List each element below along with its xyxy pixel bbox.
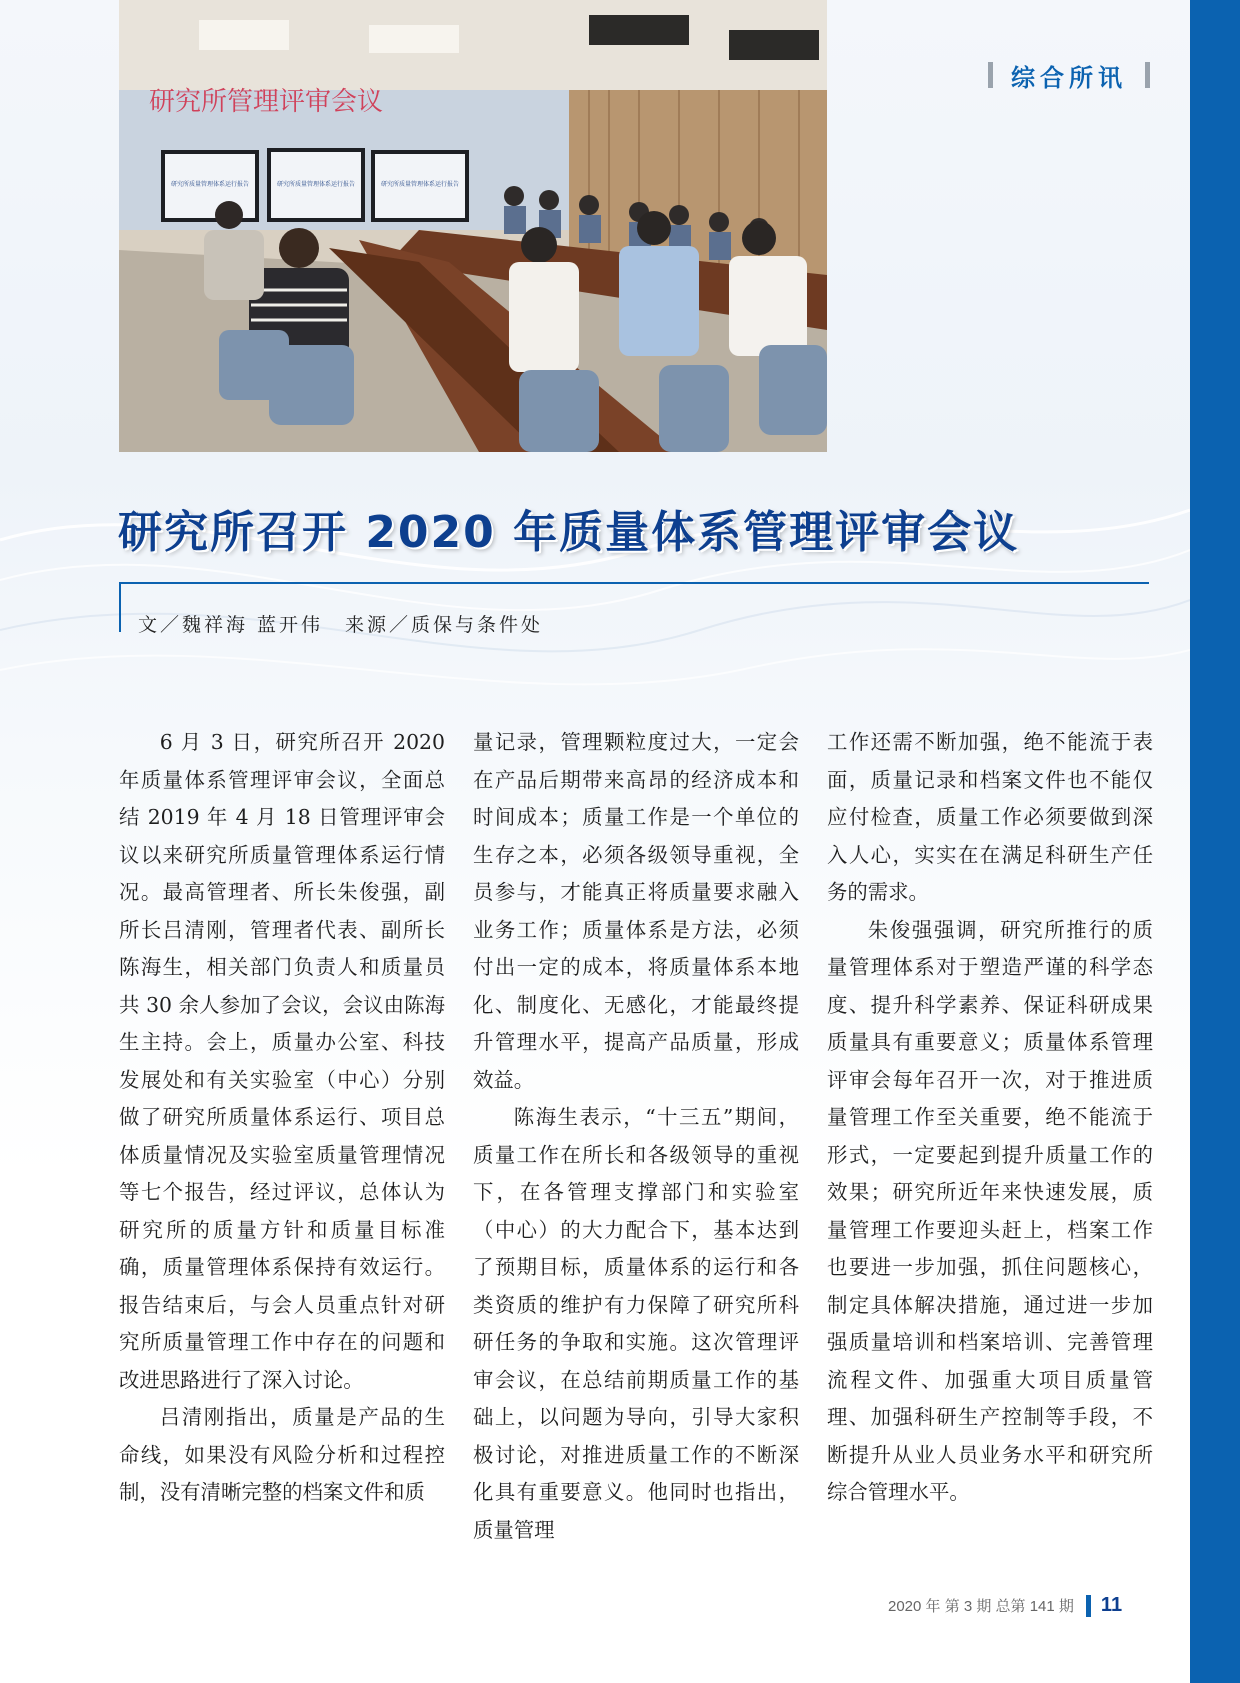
paragraph: 陈海生表示，“十三五”期间，质量工作在所长和各级领导的重视下，在各管理支撑部门和实验室（中心）的大力配合下，基本达到了预期目标，质量体系的运行和各类资质的维护有力保障了研究所科研任务的争取和实施。这次管理评审会议，在总结前期质量工作的基础上，以问题为导向，引导大家积极讨论，对推进质量工作的不断深化具有重要意义。他同时也指出，质量管理	[473, 1105, 799, 1542]
meeting-photo	[119, 0, 827, 452]
photo-banner-text: 研究所管理评审会议	[149, 87, 384, 117]
section-tag	[988, 58, 1150, 92]
paragraph: 吕清刚指出，质量是产品的生命线，如果没有风险分析和过程控制，没有清晰完整的档案文件和质	[119, 1405, 445, 1504]
page-footer	[888, 1594, 1122, 1617]
body-column-3	[827, 724, 1153, 1512]
article-byline: 文／魏祥海 蓝开伟 来源／质保与条件处	[138, 614, 544, 636]
screen-3-text: 研究所质量管理体系运行报告	[381, 181, 460, 188]
right-edge-bar	[1190, 0, 1240, 1683]
article-title: 研究所召开 2020 年质量体系管理评审会议	[118, 507, 1020, 558]
screen-1-text: 研究所质量管理体系运行报告	[171, 181, 250, 188]
page-number: 11	[1100, 1594, 1123, 1616]
footer-bar	[1086, 1595, 1091, 1617]
title-divider-vertical	[119, 582, 121, 632]
section-tag-right-bar	[1145, 62, 1150, 88]
background-wave-decoration	[0, 420, 1190, 740]
body-column-2	[473, 724, 799, 1549]
section-label: 综合所讯	[1011, 63, 1127, 92]
screen-2-text: 研究所质量管理体系运行报告	[277, 181, 356, 188]
paragraph: 朱俊强强调，研究所推行的质量管理体系对于塑造严谨的科学态度、提升科学素养、保证科研成果质量具有重要意义；质量体系管理评审会每年召开一次，对于推进质量管理工作至关重要，绝不能流于形式，一定要起到提升质量工作的效果；研究所近年来快速发展，质量管理工作要迎头赶上，档案工作也要进一步加强，抓住问题核心，制定具体解决措施，通过进一步加强质量培训和档案培训、完善管理流程文件、加强重大项目质量管理、加强科研生产控制等手段，不断提升从业人员业务水平和研究所综合管理水平。	[827, 917, 1153, 1504]
body-column-1	[119, 724, 445, 1512]
paragraph: 6 月 3 日，研究所召开 2020 年质量体系管理评审会议，全面总结 2019 年 4 月 18 日管理评审会议以来研究所质量管理体系运行情况。最高管理者、所长朱俊强，副所长吕清刚，管理者代表、副所长陈海生，相关部门负责人和质量员共 30 余人参加了会议，会议由陈海生主持。会上，质量办公室、科技发展处和有关实验室（中心）分别做了研究所质量体系运行、项目总体质量情况及实验室质量管理情况等七个报告，经过评议，总体认为研究所的质量方针和质量目标准确，质量管理体系保持有效运行。报告结束后，与会人员重点针对研究所质量管理工作中存在的问题和改进思路进行了深入讨论。	[119, 730, 445, 1392]
title-divider	[119, 582, 1149, 584]
issue-info: 2020 年 第 3 期 总第 141 期	[888, 1598, 1074, 1615]
paragraph: 量记录，管理颗粒度过大，一定会在产品后期带来高昂的经济成本和时间成本；质量工作是一个单位的生存之本，必须各级领导重视，全员参与，才能真正将质量要求融入业务工作；质量体系是方法，必须付出一定的成本，将质量体系本地化、制度化、无感化，才能最终提升管理水平，提高产品质量，形成效益。	[473, 730, 799, 1092]
paragraph: 工作还需不断加强，绝不能流于表面，质量记录和档案文件也不能仅应付检查，质量工作必须要做到深入人心，实实在在满足科研生产任务的需求。	[827, 730, 1153, 904]
